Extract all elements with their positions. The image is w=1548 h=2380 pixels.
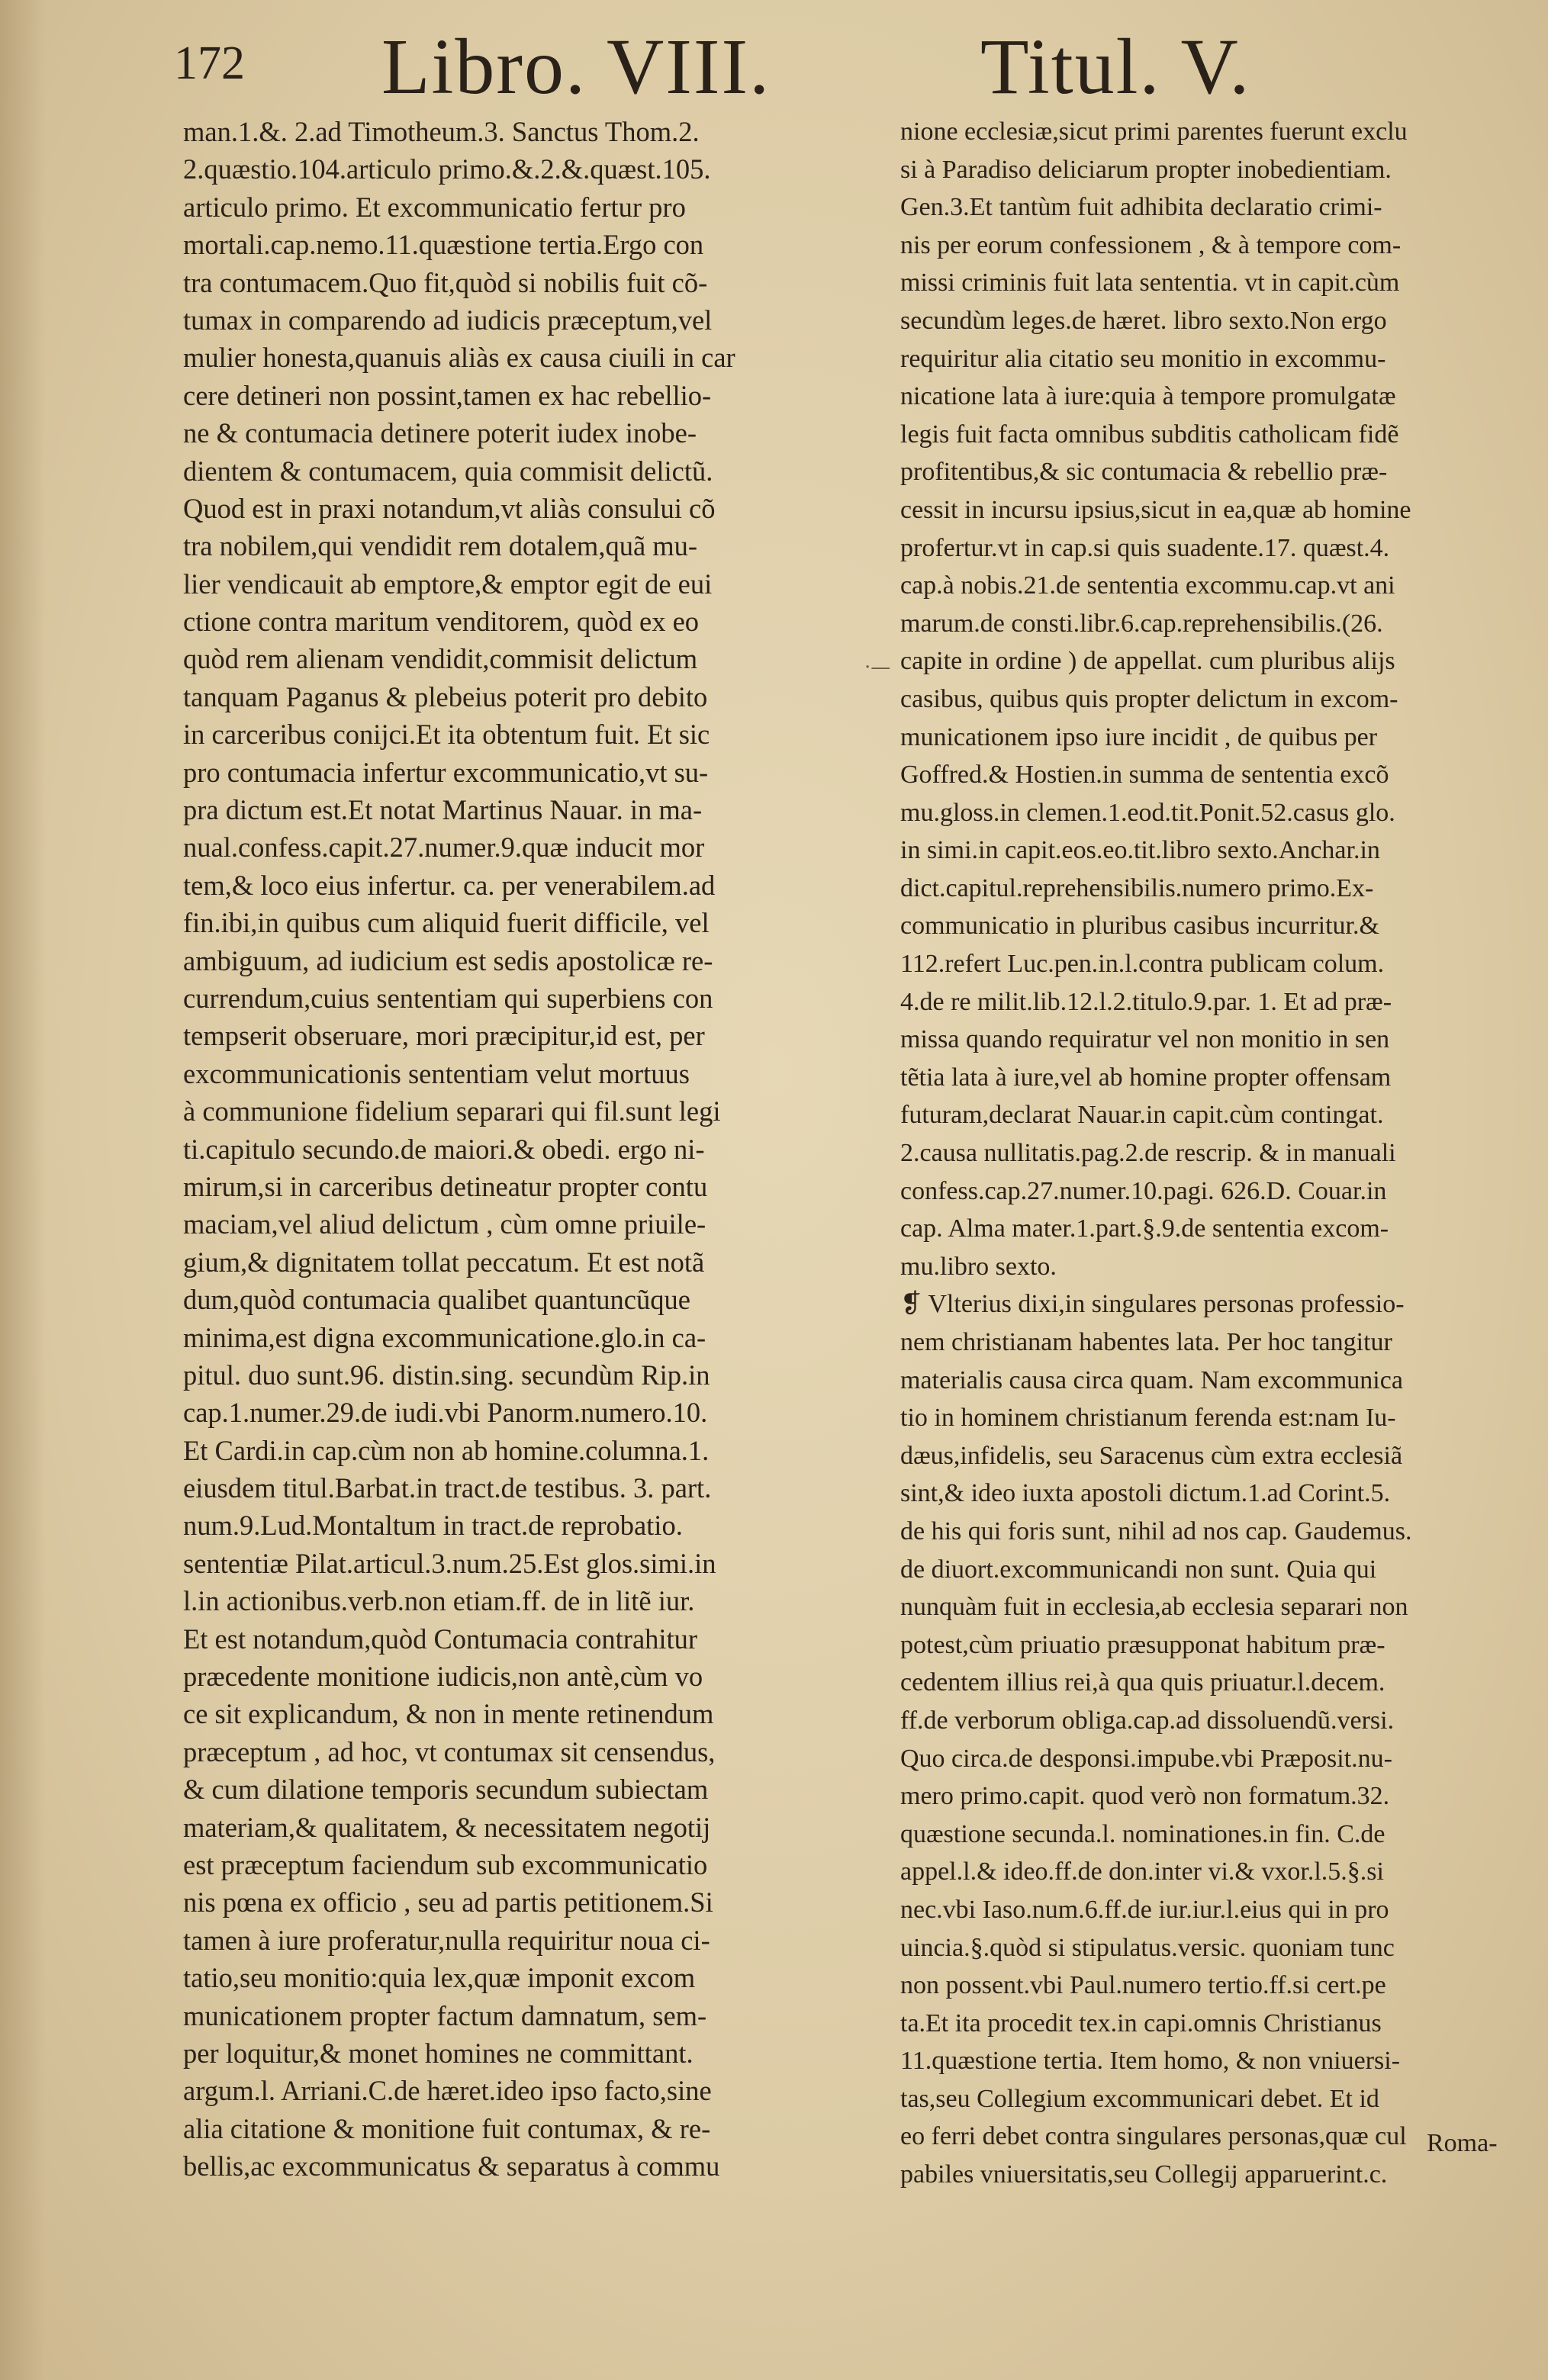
text-line: profertur.vt in cap.si quis suadente.17. quæst.4. [900, 533, 1390, 562]
text-line: nec.vbi Iaso.num.6.ff.de iur.iur.l.eius qui in pro [900, 1895, 1389, 1924]
text-line: tẽtia lata à iure,vel ab homine propter offensam [900, 1063, 1392, 1092]
text-line: tem,& loco eius infertur. ca. per venerabilem.ad [183, 869, 716, 901]
text-line: nione ecclesiæ,sicut primi parentes fuerunt exclu [900, 117, 1408, 146]
text-line: Quod est in praxi notandum,vt aliàs consului cõ [183, 492, 716, 524]
text-line: fin.ibi,in quibus cum aliquid fuerit difficile, vel [183, 907, 710, 939]
text-line: nunquàm fuit in ecclesia,ab ecclesia separari non [900, 1593, 1408, 1622]
text-line: num.9.Lud.Montaltum in tract.de reprobatio. [183, 1510, 683, 1542]
text-line: profitentibus,& sic contumacia & rebellio præ- [900, 458, 1388, 487]
text-line: ff.de verborum obliga.cap.ad dissoluendũ.versi. [900, 1706, 1395, 1735]
text-line: in simi.in capit.eos.eo.tit.libro sexto.Anchar.in [900, 836, 1380, 865]
text-line: pabiles vniuersitatis,seu Collegij apparuerint.c. [900, 2160, 1388, 2189]
text-line: mirum,si in carceribus detineatur propter contu [183, 1170, 708, 1202]
text-line: minima,est digna excommunicatione.glo.in ca- [183, 1321, 706, 1353]
text-line: si à Paradiso deliciarum propter inobedientiam. [900, 155, 1392, 184]
text-line: præcedente monitione iudicis,non antè,cùm vo [183, 1661, 703, 1693]
text-line: argum.l. Arriani.C.de hæret.ideo ipso facto,sine [183, 2075, 712, 2107]
text-line: mulier honesta,quanuis aliàs ex causa ciuili in car [183, 342, 735, 374]
text-line: eo ferri debet contra singulares personas,quæ cul [900, 2122, 1407, 2151]
text-line: missi criminis fuit lata sententia. vt in capit.cùm [900, 269, 1400, 298]
text-line: ne & contumacia detinere poterit iudex inobe- [183, 417, 697, 449]
text-line: legis fuit facta omnibus subditis catholicam fidẽ [900, 420, 1399, 449]
text-line: Gen.3.Et tantùm fuit adhibita declaratio crimi- [900, 193, 1382, 222]
text-line: tatio,seu monitio:quia lex,quæ imponit excom [183, 1962, 696, 1994]
text-line: 4.de re milit.lib.12.l.2.titulo.9.par. 1. Et ad præ- [900, 987, 1392, 1016]
text-line: dæus,infidelis, seu Saracenus cùm extra ecclesiã [900, 1441, 1403, 1470]
text-line: 2.causa nullitatis.pag.2.de rescrip. & in manuali [900, 1139, 1396, 1168]
text-line: tio in hominem christianum ferenda est:nam Iu- [900, 1404, 1396, 1433]
text-line: non possent.vbi Paul.numero tertio.ff.si cert.pe [900, 1971, 1386, 2000]
text-line: municationem ipso iure incidit , de quibus per [900, 722, 1378, 751]
text-line: pro contumacia infertur excommunicatio,vt su- [183, 756, 709, 788]
text-line: nual.confess.capit.27.numer.9.quæ inducit mor [183, 831, 705, 864]
text-line: à communione fidelium separari qui fil.sunt legi [183, 1095, 721, 1127]
text-line: maciam,vel aliud delictum , cùm omne priuile- [183, 1208, 706, 1240]
text-line: 11.quæstione tertia. Item homo, & non vniuersi- [900, 2047, 1401, 2076]
text-line: marum.de consti.libr.6.cap.reprehensibilis.(26. [900, 609, 1383, 638]
text-line: & cum dilatione temporis secundum subiectam [183, 1774, 709, 1806]
text-line: lier vendicauit ab emptore,& emptor egit de eui [183, 568, 713, 600]
text-line: præceptum , ad hoc, vt contumax sit censendus, [183, 1735, 716, 1767]
text-line: Et est notandum,quòd Contumacia contrahitur [183, 1623, 698, 1655]
text-line: nem christianam habentes lata. Per hoc tangitur [900, 1328, 1392, 1356]
text-line: eiusdem titul.Barbat.in tract.de testibus. 3. part. [183, 1472, 712, 1504]
text-line: l.in actionibus.verb.non etiam.ff. de in litẽ iur. [183, 1585, 695, 1617]
text-line: secundùm leges.de hæret. libro sexto.Non ergo [900, 306, 1387, 335]
catchword: Roma- [1427, 2129, 1498, 2157]
text-line: 2.quæstio.104.articulo primo.&.2.&.quæst.105. [183, 153, 711, 185]
text-line: ti.capitulo secundo.de maiori.& obedi. ergo ni- [183, 1133, 705, 1165]
text-line: in carceribus conijci.Et ita obtentum fuit. Et sic [183, 719, 710, 751]
page-gutter-shadow [0, 0, 46, 2380]
text-line: tumax in comparendo ad iudicis præceptum,vel [183, 304, 713, 336]
text-line: excommunicationis sententiam velut mortuus [183, 1057, 690, 1089]
text-line: communicatio in pluribus casibus incurritur.& [900, 912, 1379, 941]
text-line: bellis,ac excommunicatus & separatus à commu [183, 2150, 720, 2182]
page-header [0, 0, 1548, 111]
text-line: man.1.&. 2.ad Timotheum.3. Sanctus Thom.2. [183, 116, 700, 147]
text-line: tempserit obseruare, mori præcipitur,id est, per [183, 1020, 705, 1052]
text-line: per loquitur,& monet homines ne committant. [183, 2037, 694, 2069]
text-line: ctione contra maritum venditorem, quòd ex eo [183, 606, 700, 638]
text-line: quòd rem alienam vendidit,commisit delictum [183, 643, 698, 675]
text-line: cap. Alma mater.1.part.§.9.de sententia excom- [900, 1214, 1389, 1243]
page-number: 172 [174, 37, 245, 89]
text-line: appel.l.& ideo.ff.de don.inter vi.& vxor.l.5.§.si [900, 1857, 1384, 1886]
text-line: ce sit explicandum, & non in mente retinendum [183, 1698, 714, 1730]
left-text-column [183, 113, 839, 2185]
text-line: cedentem illius rei,à qua quis priuatur.l.decem. [900, 1668, 1385, 1697]
text-line: de diuort.excommunicandi non sunt. Quia qui [900, 1555, 1377, 1584]
text-line: tra contumacem.Quo fit,quòd si nobilis fuit cõ- [183, 266, 708, 298]
text-line: est præceptum faciendum sub excommunicatio [183, 1848, 708, 1880]
text-line: alia citatione & monitione fuit contumax, & re- [183, 2112, 711, 2144]
text-line: nis pœna ex officio , seu ad partis petitionem.Si [183, 1886, 713, 1918]
text-line: municationem propter factum damnatum, sem- [183, 1999, 707, 2031]
text-line: 112.refert Luc.pen.in.l.contra publicam colum. [900, 950, 1385, 979]
text-line: dict.capitul.reprehensibilis.numero primo.Ex- [900, 873, 1374, 902]
text-line: dientem & contumacem, quia commisit delictũ. [183, 455, 713, 487]
text-line: potest,cùm priuatio præsupponat habitum præ- [900, 1630, 1385, 1659]
text-line: Goffred.& Hostien.in summa de sententia excõ [900, 761, 1389, 790]
text-line: mero primo.capit. quod verò non formatum.32. [900, 1782, 1390, 1811]
text-line: casibus, quibus quis propter delictum in excom- [900, 684, 1398, 713]
text-line: mu.libro sexto. [900, 1252, 1057, 1281]
text-line: tas,seu Collegium excommunicari debet. Et id [900, 2084, 1379, 2113]
text-line: mu.gloss.in clemen.1.eod.tit.Ponit.52.casus glo. [900, 798, 1395, 827]
text-line: nis per eorum confessionem , & à tempore com- [900, 230, 1402, 259]
text-line: uincia.§.quòd si stipulatus.versic. quoniam tunc [900, 1933, 1395, 1962]
text-line: Et Cardi.in cap.cùm non ab homine.columna.1. [183, 1434, 710, 1466]
text-line: materiam,& qualitatem, & necessitatem negotij [183, 1811, 711, 1843]
margin-mark: ·— [864, 656, 891, 679]
text-line: materialis causa circa quam. Nam excommunica [900, 1365, 1403, 1394]
text-line: capite in ordine ) de appellat. cum pluribus alijs [900, 647, 1395, 676]
text-line: pra dictum est.Et notat Martinus Nauar. in ma- [183, 794, 703, 826]
text-line: tamen à iure proferatur,nulla requiritur noua ci- [183, 1924, 710, 1956]
text-line: quæstione secunda.l. nominationes.in fin. C.de [900, 1819, 1385, 1848]
text-line: articulo primo. Et excommunicatio fertur pro [183, 191, 686, 223]
text-line: sint,& ideo iuxta apostoli dictum.1.ad Corint.5. [900, 1479, 1391, 1508]
right-text-column [900, 113, 1518, 2194]
text-line: cere detineri non possint,tamen ex hac rebellio- [183, 379, 712, 411]
text-line: tra nobilem,qui vendidit rem dotalem,quã mu- [183, 530, 698, 562]
text-line: pitul. duo sunt.96. distin.sing. secundùm Rip.in [183, 1359, 710, 1391]
text-line: futuram,declarat Nauar.in capit.cùm contingat. [900, 1101, 1384, 1130]
text-line: currendum,cuius sententiam qui superbiens con [183, 982, 713, 1014]
text-line: cap.à nobis.21.de sententia excommu.cap.vt ani [900, 571, 1395, 600]
text-line: dum,quòd contumacia qualibet quantuncũque [183, 1284, 690, 1316]
text-line: missa quando requiratur vel non monitio in sen [900, 1025, 1390, 1054]
text-line: gium,& dignitatem tollat peccatum. Et est notã [183, 1246, 705, 1278]
text-line: Quo circa.de desponsi.impube.vbi Præposit.nu- [900, 1744, 1392, 1773]
text-line: mortali.cap.nemo.11.quæstione tertia.Ergo con [183, 229, 704, 261]
running-head-title: Titul. V. [980, 23, 1251, 111]
text-line: ambiguum, ad iudicium est sedis apostolicæ re- [183, 944, 713, 976]
text-line: nicatione lata à iure:quia à tempore promulgatæ [900, 382, 1396, 411]
text-line: cap.1.numer.29.de iudi.vbi Panorm.numero.10. [183, 1397, 708, 1429]
text-line: cessit in incursu ipsius,sicut in ea,quæ ab homine [900, 495, 1411, 524]
text-line: ❡ Vlterius dixi,in singulares personas professio- [900, 1290, 1405, 1319]
running-head-book: Libro. VIII. [381, 23, 771, 111]
text-line: ta.Et ita procedit tex.in capi.omnis Christianus [900, 2009, 1382, 2037]
text-line: sententiæ Pilat.articul.3.num.25.Est glos.simi.in [183, 1547, 716, 1579]
text-line: requiritur alia citatio seu monitio in excommu- [900, 344, 1386, 373]
text-line: tanquam Paganus & plebeius poterit pro debito [183, 680, 708, 712]
text-line: confess.cap.27.numer.10.pagi. 626.D. Couar.in [900, 1176, 1387, 1205]
text-line: de his qui foris sunt, nihil ad nos cap. Gaudemus. [900, 1516, 1412, 1545]
